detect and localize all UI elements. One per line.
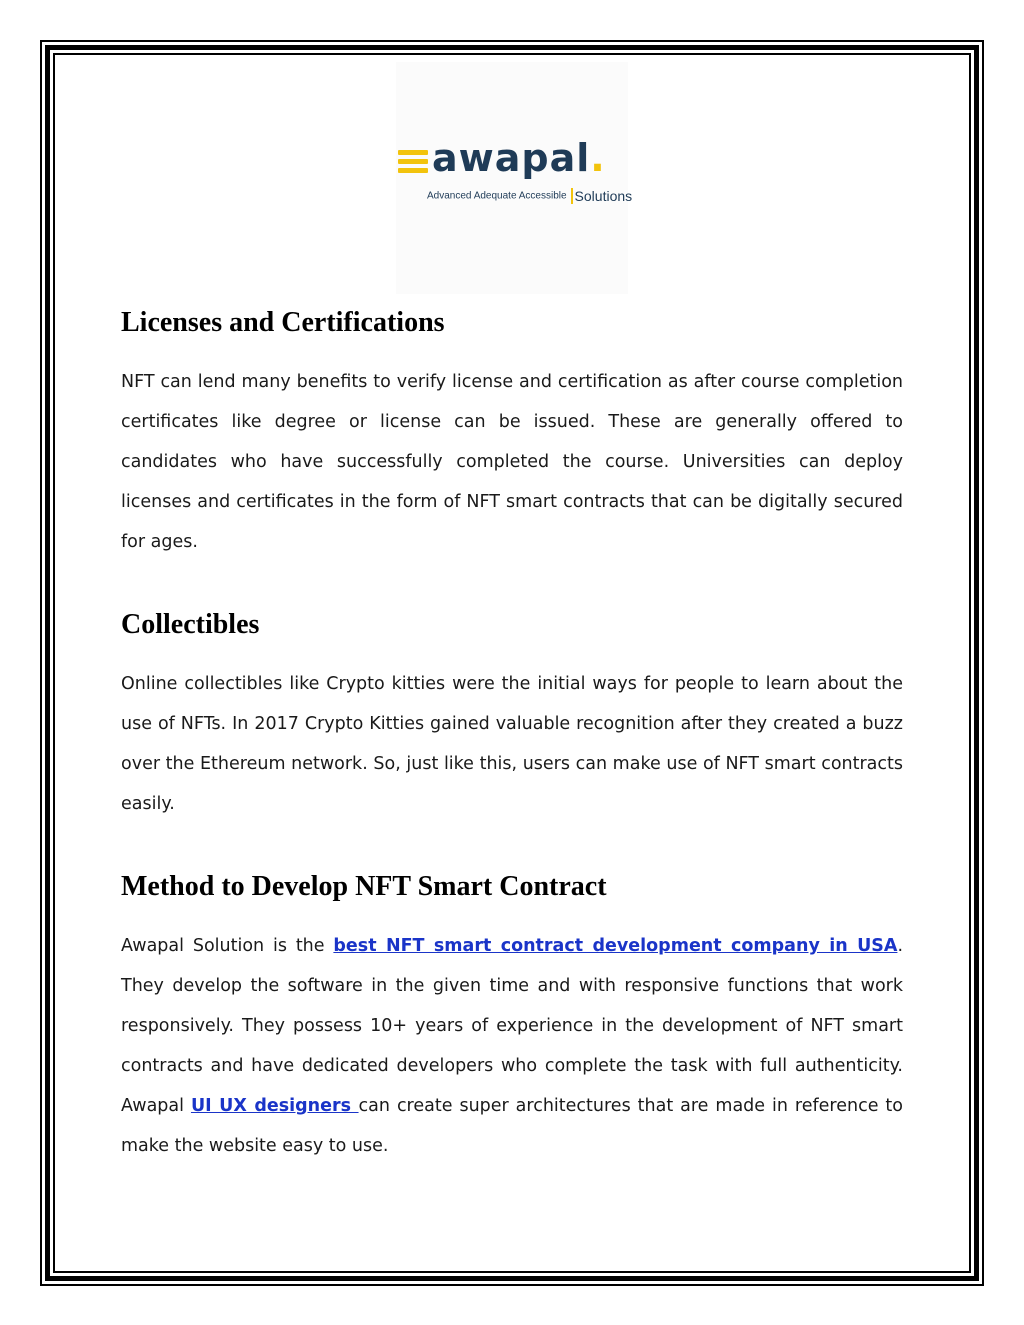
paragraph-collectibles: Online collectibles like Crypto kitties were the initial ways for people to learn about the use of NFTs. In 2017 Crypto Kitties gained valuable recognition after they created a buzz over the Ethereum network. So, just like this, users can make use of NFT smart contracts easily.: [121, 674, 903, 814]
logo-solutions-text: Solutions: [574, 188, 633, 204]
method-text-1: Awapal Solution is the: [121, 936, 334, 956]
method-text-3: can create super architectures that are made in reference to make the website easy to use.: [121, 1096, 903, 1156]
method-text-2: . They develop the software in the given time and with responsive functions that work responsively. They possess 10+ years of experience in the development of NFT smart contracts and have dedicated developers who complete the task with full authenticity. Awapal: [121, 936, 904, 1116]
heading-collectibles: Collectibles: [121, 609, 260, 640]
logo-tagline: [427, 188, 632, 204]
logo-tagline-text: Advanced Adequate Accessible: [427, 190, 567, 202]
paragraph-licenses: NFT can lend many benefits to verify license and certification as after course completion certificates like degree or license can be issued. These are generally offered to candidates who have successfully completed the course. Universities can deploy licenses and certificates in the form of NFT smart contracts that can be digitally secured for ages.: [121, 372, 903, 552]
heading-licenses: Licenses and Certifications: [121, 307, 445, 338]
logo-wordmark: awapal.: [432, 136, 606, 180]
link-best-nft-company[interactable]: best NFT smart contract development company in USA: [333, 936, 898, 956]
paragraph-method: [121, 926, 903, 1166]
logo-bars-icon: [398, 150, 428, 177]
link-ui-ux-designers[interactable]: UI UX designers: [190, 1096, 359, 1116]
heading-method: Method to Develop NFT Smart Contract: [121, 871, 607, 902]
